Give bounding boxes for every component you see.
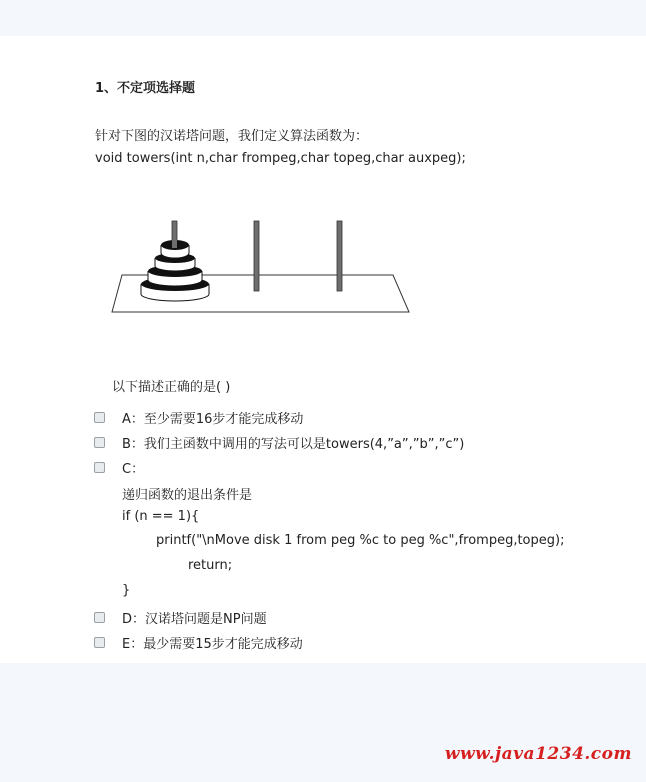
option-c-line2: if (n == 1){ (122, 509, 200, 524)
option-c-line3: printf("\nMove disk 1 from peg %c to peg %c",frompeg,topeg); (156, 533, 565, 548)
question-title: 1、不定项选择题 (95, 81, 196, 96)
site-watermark: www.java1234.com (444, 744, 632, 764)
option-e-label: E：最少需要15步才能完成移动 (122, 637, 303, 652)
option-c-checkbox[interactable] (94, 462, 105, 473)
hanoi-peg-2 (254, 221, 259, 291)
question-card (0, 36, 646, 663)
option-a-label: A：至少需要16步才能完成移动 (122, 412, 304, 427)
option-d[interactable] (94, 608, 267, 627)
option-c-line5: } (122, 583, 131, 598)
option-b-checkbox[interactable] (94, 437, 105, 448)
hanoi-peg-3 (337, 221, 342, 291)
option-e[interactable] (94, 633, 303, 652)
question-prompt: 以下描述正确的是( ) (112, 380, 231, 395)
option-c-line1: 递归函数的退出条件是 (122, 488, 253, 503)
tower-of-hanoi-figure (108, 218, 418, 318)
option-c-label: C： (122, 462, 145, 477)
hanoi-disk-1 (161, 240, 189, 258)
option-a-checkbox[interactable] (94, 412, 105, 423)
option-c-line4: return; (188, 558, 233, 573)
question-stem-line1: 针对下图的汉诺塔问题，我们定义算法函数为： (95, 129, 369, 144)
option-a[interactable] (94, 408, 303, 427)
option-b-label: B：我们主函数中调用的写法可以是towers(4,”a”,”b”,”c”) (122, 437, 465, 452)
option-b[interactable] (94, 433, 464, 452)
option-d-label: D：汉诺塔问题是NP问题 (122, 612, 267, 627)
question-stem-line2: void towers(int n,char frompeg,char topeg,char auxpeg); (95, 151, 466, 166)
option-d-checkbox[interactable] (94, 612, 105, 623)
option-c[interactable] (94, 458, 144, 477)
option-e-checkbox[interactable] (94, 637, 105, 648)
